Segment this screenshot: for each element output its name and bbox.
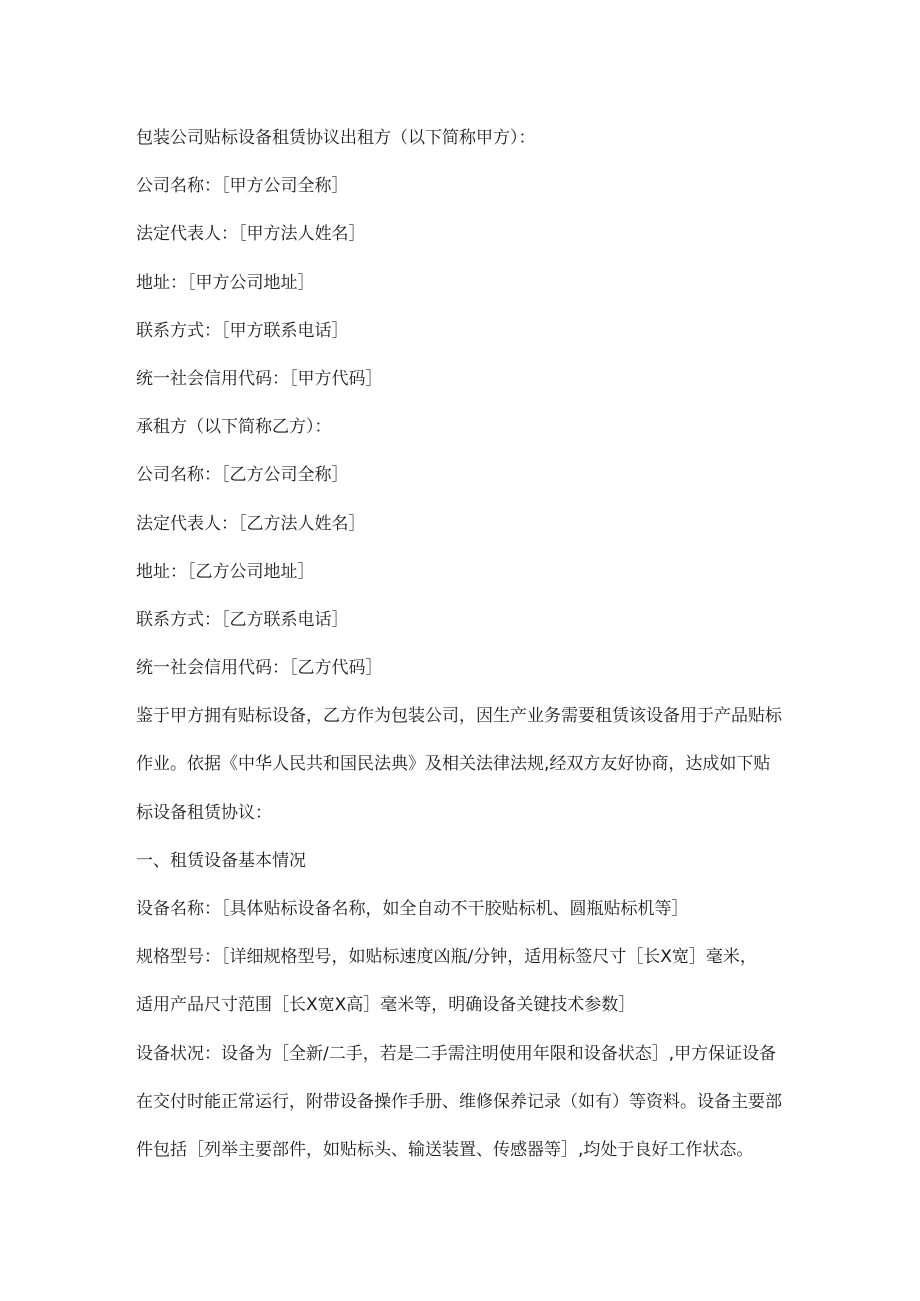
preamble-line: 鉴于甲方拥有贴标设备，乙方作为包装公司，因生产业务需要租赁该设备用于产品贴标 — [136, 706, 782, 727]
party-a-rep: 法定代表人：［甲方法人姓名］ — [136, 224, 366, 245]
party-b-credit-code: 统一社会信用代码：［乙方代码］ — [136, 658, 383, 679]
party-a-company: 公司名称：［甲方公司全称］ — [136, 176, 349, 197]
party-b-company: 公司名称：［乙方公司全称］ — [136, 465, 349, 486]
party-b-address: 地址：［乙方公司地址］ — [136, 561, 315, 582]
party-b-rep: 法定代表人：［乙方法人姓名］ — [136, 513, 366, 534]
section-title: 一、租赁设备基本情况 — [136, 850, 306, 871]
spec-line: 规格型号：［详细规格型号，如贴标速度凶瓶/分钟，适用标签尺寸［长X宽］毫米， — [136, 947, 757, 968]
preamble-line: 标设备租赁协议： — [136, 802, 272, 823]
party-a-credit-code: 统一社会信用代码：［甲方代码］ — [136, 368, 383, 389]
preamble-line: 作业。依据《中华人民共和国民法典》及相关法律法规,经双方友好协商，达成如下贴 — [136, 754, 771, 775]
party-b-heading: 承租方（以下简称乙方）： — [136, 417, 332, 438]
party-b-contact: 联系方式：［乙方联系电话］ — [136, 609, 349, 630]
party-a-contact: 联系方式：［甲方联系电话］ — [136, 320, 349, 341]
condition-line: 件包括［列举主要部件，如贴标头、输送装置、传感器等］,均处于良好工作状态。 — [136, 1139, 754, 1160]
party-a-address: 地址：［甲方公司地址］ — [136, 272, 315, 293]
spec-line: 适用产品尺寸范围［长X宽X高］毫米等，明确设备关键技术参数］ — [136, 995, 636, 1016]
document-intro: 包装公司贴标设备租赁协议出租方（以下简称甲方）： — [136, 128, 536, 148]
condition-line: 在交付时能正常运行，附带设备操作手册、维修保养记录（如有）等资料。设备主要部 — [136, 1091, 782, 1112]
equipment-name: 设备名称：［具体贴标设备名称，如全自动不干胶贴标机、圆瓶贴标机等］ — [136, 899, 689, 919]
condition-line: 设备状况：设备为［全新/二手，若是二手需注明使用年限和设备状态］,甲方保证设备 — [136, 1043, 777, 1064]
contract-document — [136, 126, 788, 1186]
